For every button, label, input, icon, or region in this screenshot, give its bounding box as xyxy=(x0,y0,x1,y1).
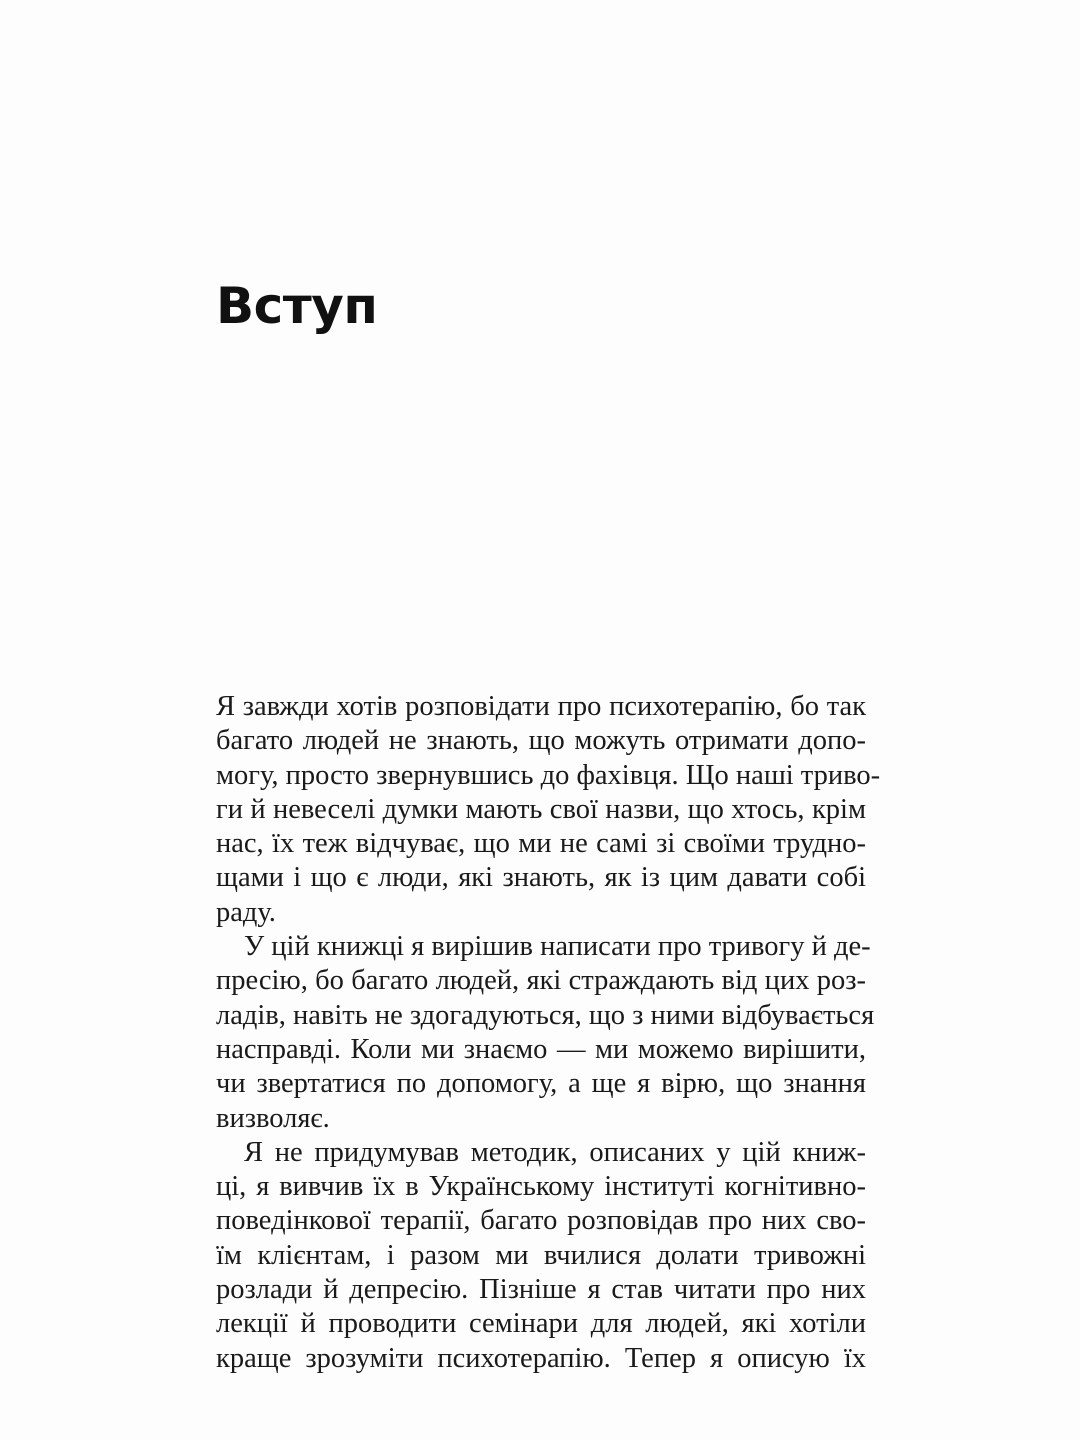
text-line: нас, їх теж відчуває, що ми не самі зі своїми трудно- xyxy=(216,828,866,860)
text-line: Я не придумував методик, описаних у цій книж- xyxy=(244,1136,866,1168)
text-line: розлади й депресію. Пізніше я став читати про них xyxy=(216,1274,866,1306)
text-line: Я завжди хотів розповідати про психотерапію, бо так xyxy=(216,691,866,722)
chapter-title: Вступ xyxy=(216,277,378,335)
body-text xyxy=(216,690,881,1376)
text-line: ці, я вивчив їх в Українському інституті когнітивно- xyxy=(216,1171,866,1203)
text-line: насправді. Коли ми знаємо — ми можемо вирішити, xyxy=(216,1033,866,1065)
paragraph-1 xyxy=(216,690,881,930)
text-line: лекції й проводити семінари для людей, які хотіли xyxy=(216,1308,866,1340)
text-line: визволяє. xyxy=(216,1102,330,1134)
paragraph-2 xyxy=(216,930,875,1136)
text-line: щами і що є люди, які знають, як із цим давати собі xyxy=(216,862,866,894)
text-line: пресію, бо багато людей, які страждають від цих роз- xyxy=(216,965,866,997)
text-line: поведінкової терапії, багато розповідав про них сво- xyxy=(216,1205,866,1237)
text-line: їм клієнтам, і разом ми вчилися долати тривожні xyxy=(216,1239,866,1271)
text-line: У цій книжці я вирішив написати про тривогу й де- xyxy=(244,931,871,963)
text-line: ладів, навіть не здогадуються, що з ними відбувається xyxy=(216,999,875,1031)
text-line: ги й невеселі думки мають свої назви, що хтось, крім xyxy=(216,793,866,825)
text-line: раду. xyxy=(216,896,276,928)
text-line: краще зрозуміти психотерапію. Тепер я описую їх xyxy=(216,1342,866,1374)
paragraph-3 xyxy=(216,1136,866,1376)
text-line: чи звертатися по допомогу, а ще я вірю, що знання xyxy=(216,1068,866,1100)
text-line: могу, просто звернувшись до фахівця. Що наші триво- xyxy=(216,759,881,791)
text-line: багато людей не знають, що можуть отримати допо- xyxy=(216,725,866,757)
